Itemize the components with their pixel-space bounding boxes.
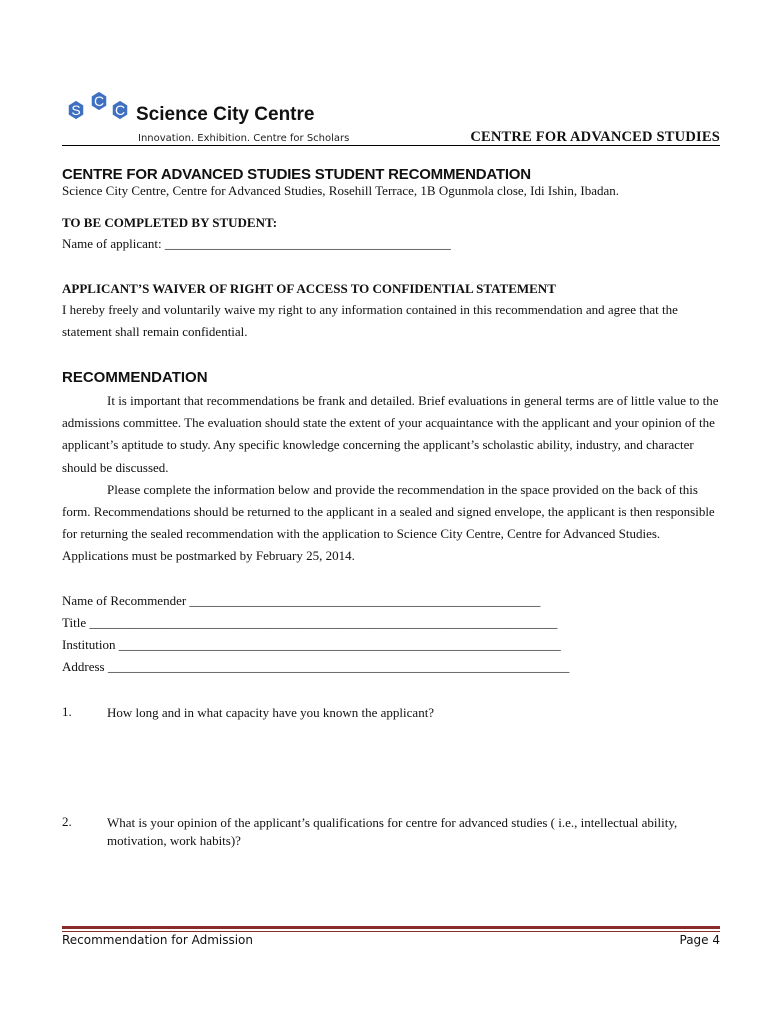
question-1-text: How long and in what capacity have you known the applicant?: [107, 705, 435, 720]
logo-letter-c-right: C: [114, 102, 126, 118]
question-1-number: 1.: [62, 704, 72, 719]
address-line: Science City Centre, Centre for Advanced Studies, Rosehill Terrace, 1B Ogunmola close, Idi Ishin, Ibadan.: [62, 183, 619, 198]
brand-tagline: Innovation. Exhibition. Centre for Scholars: [138, 133, 350, 144]
paragraph-2: Please complete the information below and provide the recommendation in the space provided on the back of this form. Recommendations should be returned to the applicant in a sealed and signed envelope, the applicant is then responsible for returning the sealed recommendation with the application to Science City Centre, Centre for Advanced Studies. Applications must be postmarked by February 25, 2014.: [62, 481, 715, 564]
applicant-name-field[interactable]: Name of applicant: ____________________________________________: [62, 236, 451, 251]
question-2-number: 2.: [62, 814, 72, 829]
page-number: Page 4: [679, 933, 720, 947]
header-title: CENTRE FOR ADVANCED STUDIES: [470, 129, 720, 145]
address-field[interactable]: Address _______________________________________________________________________: [62, 659, 570, 674]
logo-letter-s: S: [71, 102, 81, 118]
recommender-name-field[interactable]: Name of Recommender ______________________________________________________: [62, 593, 541, 608]
question-2-text: What is your opinion of the applicant’s qualifications for centre for advanced studies ( i.e., intellectual ability, motivation, work habits)?: [107, 815, 678, 848]
document-title: CENTRE FOR ADVANCED STUDIES STUDENT RECOMMENDATION: [62, 166, 531, 183]
footer-title: Recommendation for Admission: [62, 933, 253, 947]
footer-rule-thick: [62, 926, 720, 929]
logo-letter-c-top: C: [93, 93, 105, 109]
recommendation-body: [62, 390, 722, 568]
logo-icon: [62, 90, 142, 130]
title-field[interactable]: Title ________________________________________________________________________: [62, 615, 558, 630]
recommendation-heading: RECOMMENDATION: [62, 369, 208, 386]
paragraph-1: It is important that recommendations be frank and detailed. Brief evaluations in general terms are of little value to the admissions committee. The evaluation should state the extent of your acquaintance with the applicant and your opinion of the applicant’s aptitude to study. Any specific knowledge concerning the applicant’s scholastic ability, industry, and character should be discussed.: [62, 393, 719, 475]
brand-name: Science City Centre: [136, 104, 315, 125]
student-section-heading: TO BE COMPLETED BY STUDENT:: [62, 215, 278, 230]
institution-field[interactable]: Institution ____________________________________________________________________: [62, 637, 561, 652]
footer-rule-thin: [62, 931, 720, 932]
waiver-text: I hereby freely and voluntarily waive my right to any information contained in this recommendation and agree that the statement shall remain confidential.: [62, 302, 678, 340]
waiver-heading: APPLICANT’S WAIVER OF RIGHT OF ACCESS TO CONFIDENTIAL STATEMENT: [62, 281, 556, 296]
